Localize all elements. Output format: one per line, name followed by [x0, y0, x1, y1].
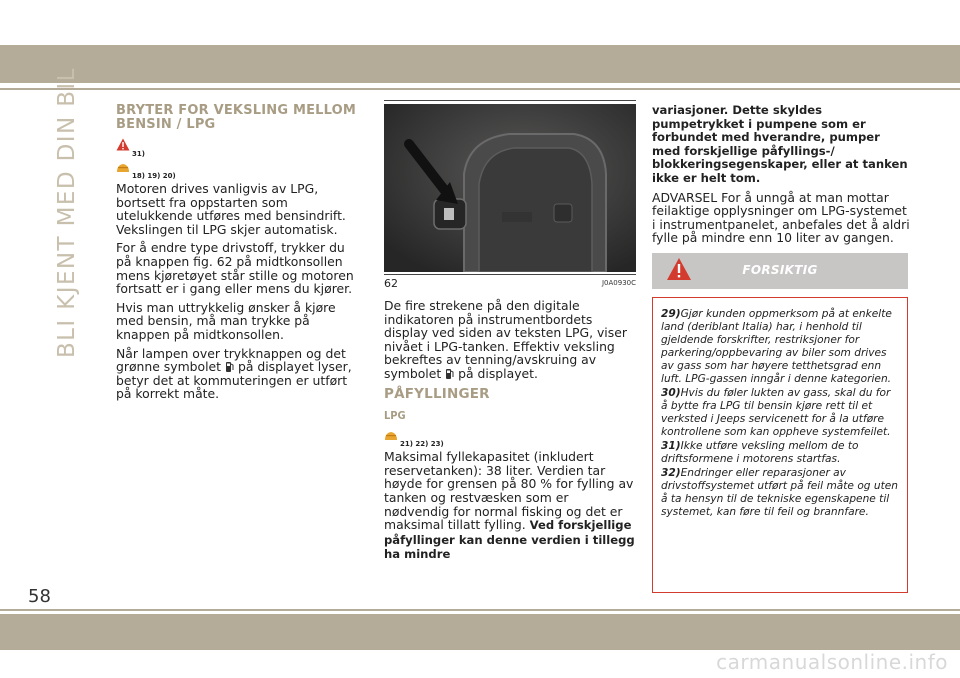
bottom-band-rule [0, 609, 960, 611]
bottom-band [0, 614, 960, 650]
section-heading-refuelling: PÅFYLLINGER [384, 385, 490, 402]
warning-item [661, 440, 899, 466]
console-illustration [384, 104, 636, 272]
column-left [116, 104, 364, 406]
lpg-symbol-icon [445, 367, 454, 380]
page-number: 58 [28, 586, 51, 607]
warning-triangle-icon [666, 257, 692, 281]
paragraph [384, 450, 636, 562]
section-heading-lpg-switch: BRYTER FOR VEKSLING MELLOM BENSIN / LPG [116, 103, 357, 132]
warning-ref: 31) [132, 150, 145, 158]
warning-item [661, 467, 899, 519]
warning-header [652, 253, 908, 289]
warning-text: Ikke utføre veksling mellom de to driftsformene i motorens startfas. [661, 439, 859, 465]
paragraph [116, 347, 364, 401]
figure-code: J0A0930C [601, 279, 636, 288]
lpg-symbol-icon [225, 360, 234, 373]
paragraph: Hvis man uttrykkelig ønsker å kjøre med bensin, må man trykke på knappen på midtkonsollen. [116, 299, 336, 342]
figure-lpg-switch-photo [384, 104, 636, 272]
warning-item [661, 308, 899, 386]
paragraph: For å endre type drivstoff, trykker du på knappen fig. 62 på midtkonsollen mens kjøretøyet står stille og motoren fortsatt er i gang eller mens du kjører. [116, 240, 354, 297]
caution-ref-line [116, 160, 364, 178]
warning-item [661, 387, 899, 439]
column-right [652, 104, 910, 593]
paragraph: ADVARSEL For å unngå at man mottar feilaktige opplysninger om LPG-systemet i instrumentpanelet, anbefales det å aldri fylle på mindre enn 10 liter av gangen. [652, 189, 910, 246]
caution-ref: 18) 19) 20) [132, 172, 176, 180]
warning-text: Hvis du føler lukten av gass, skal du for å bytte fra LPG til bensin kjøre rett til et verksted i Jeeps servicenett for å la utføre kontrollene som kan oppheve systemfeilet. [661, 386, 891, 438]
warning-number: 32) [661, 466, 681, 479]
paragraph: Motoren drives vanligvis av LPG, bortsett fra oppstarten som utelukkende utføres med bensindrift. Vekslingen til LPG skjer automatisk. [116, 181, 346, 237]
paragraph-text: Når lampen over trykknappen og det grønne symbolet [116, 345, 346, 375]
top-band-rule [0, 88, 960, 90]
warning-body [652, 297, 908, 593]
paragraph-text: De fire strekene på den digitale indikatoren på instrumentbordets display ved siden av teksten LPG, viser nivået i LPG-tanken. Effektiv veksling bekreftes av tenning/avskruing av symbolet [384, 298, 627, 381]
warning-triangle-red-icon [116, 138, 130, 151]
paragraph-bold: variasjoner. Dette skyldes pumpetrykket i pumpene som er forbundet med hverandre, pumper med forskjellige påfyllings-/ blokkeringsegenskaper, eller at tanken ikke er helt tom. [652, 103, 908, 185]
top-band [0, 45, 960, 83]
figure-caption [384, 274, 636, 291]
warning-ref-line [116, 138, 364, 156]
warning-text: Endringer eller reparasjoner av drivstoffsystemet utført på feil måte og uten å ta hensyn til de tekniske egenskapene til systemet, kan føre til feil og brannfare. [661, 466, 898, 518]
figure-top-rule [384, 100, 636, 101]
paragraph-text: på displayet lyser, betyr det at kommuteringen er utført på korrekt måte. [116, 359, 352, 402]
warning-number: 29) [661, 307, 681, 320]
subheading-lpg: LPG [384, 408, 406, 422]
warning-number: 31) [661, 439, 681, 452]
caution-hand-icon [384, 428, 398, 441]
warning-title: FORSIKTIG [742, 263, 818, 278]
column-middle [384, 104, 636, 567]
paragraph [384, 299, 636, 381]
section-side-label: BLI KJENT MED DIN BIL [54, 67, 80, 358]
figure-number: 62 [384, 277, 398, 291]
warning-box [652, 253, 908, 593]
paragraph-text: på displayet. [458, 365, 538, 381]
warning-text: Gjør kunden oppmerksom på at enkelte land (deriblant Italia) har, i henhold til gjeldende forskrifter, restriksjoner for parkering/oppbevaring av biler som drives av gass som har høyere tetthetsgrad enn luft. LPG-gassen inngår i denne kategorien. [661, 307, 892, 385]
caution-hand-icon [116, 160, 130, 173]
warning-number: 30) [661, 386, 681, 399]
paragraph-text: Maksimal fyllekapasitet (inkludert reservetanken): 38 liter. Verdien tar høyde for grensen på 80 % for fylling av tanken og restvæsken som er nødvendig for normal fisking og det er maksimal tillatt fylling. [384, 449, 634, 533]
watermark: carmanualsonline.info [716, 650, 948, 674]
paragraph-bold-text: Ved forskjellige påfyllinger kan denne verdien i tillegg ha mindre [384, 518, 635, 562]
caution-ref: 21) 22) 23) [400, 440, 444, 449]
caution-ref-line [384, 428, 636, 449]
